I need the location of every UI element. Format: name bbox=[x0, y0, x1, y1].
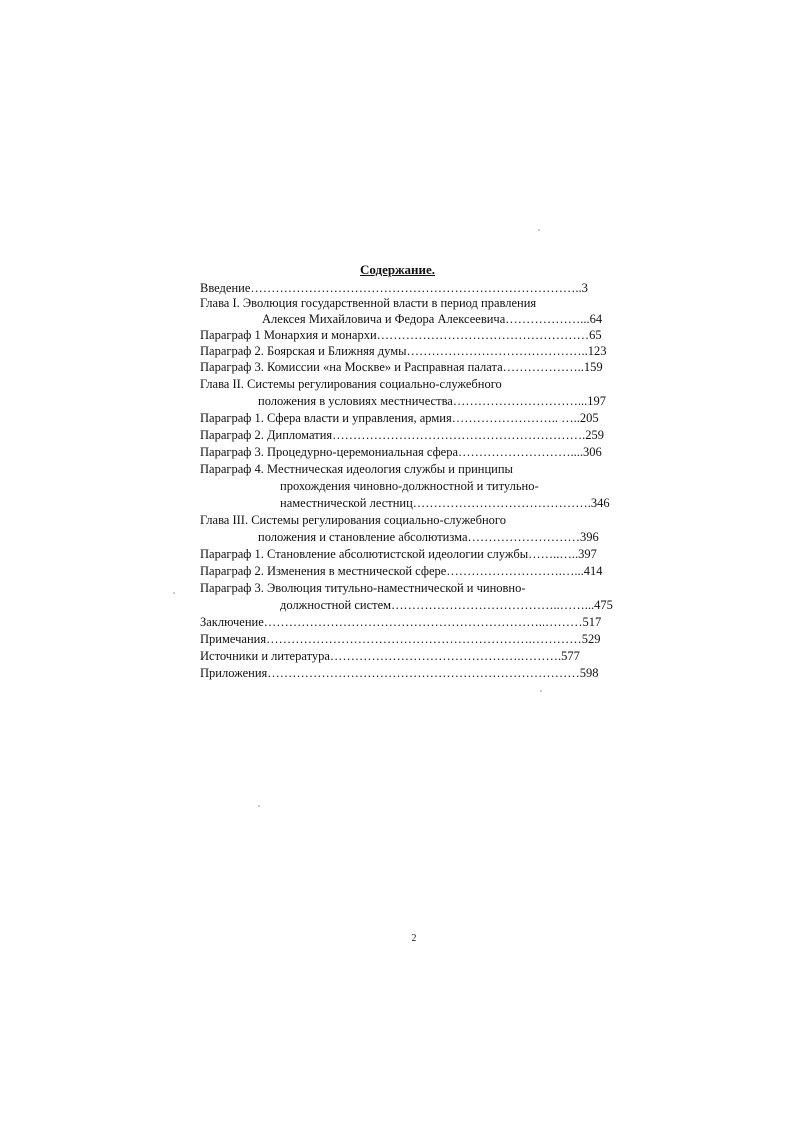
toc-entry-paragraph-2-4-cont-1: прохождения чиновно-должностной и титульно- bbox=[280, 479, 539, 493]
toc-entry-paragraph-2-4-cont-2: наместнической лестниц…………………………………….346 bbox=[280, 496, 610, 510]
toc-entry-paragraph-2-2: Параграф 2. Дипломатия…………………………………………………….259 bbox=[200, 428, 605, 442]
toc-entry-appendices: Приложения…………………………………………………………………598 bbox=[200, 666, 599, 680]
toc-entry-chapter-2-title: Глава II. Системы регулирования социально-служебного bbox=[200, 377, 502, 391]
toc-entry-chapter-1-title: Глава I. Эволюция государственной власти в период правления bbox=[200, 296, 537, 310]
toc-entry-paragraph-3-1: Параграф 1. Становление абсолютистской идеологии службы……..…..397 bbox=[200, 547, 597, 561]
toc-entry-introduction: Введение……………………………………………………………………..3 bbox=[200, 281, 588, 295]
toc-entry-paragraph-3-3: Параграф 3. Эволюция титульно-наместнической и чиновно- bbox=[200, 581, 526, 595]
toc-entry-paragraph-2-3: Параграф 3. Процедурно-церемониальная сфера………………………....306 bbox=[200, 445, 602, 459]
toc-entry-paragraph-3-3-cont: должностной систем…………………………………..……...475 bbox=[280, 598, 613, 612]
toc-entry-paragraph-1-1: Параграф 1 Монархия и монархи……………………………………………65 bbox=[200, 328, 602, 342]
scan-speck bbox=[173, 592, 175, 594]
toc-entry-conclusion: Заключение…………………………………………………………..………517 bbox=[200, 615, 602, 629]
toc-entry-paragraph-3-2: Параграф 2. Изменения в местнической сфере……………………….…...414 bbox=[200, 564, 603, 578]
scan-speck bbox=[258, 805, 260, 807]
scan-speck bbox=[538, 229, 540, 231]
toc-entry-paragraph-1-3: Параграф 3. Комиссии «на Москве» и Расправная палата………………..159 bbox=[200, 360, 603, 374]
toc-entry-chapter-3-title-cont: положения и становление абсолютизма………………………396 bbox=[258, 530, 599, 544]
toc-entry-notes: Примечания……………………………………………………….…………529 bbox=[200, 632, 601, 646]
toc-entry-chapter-2-title-cont: положения в условиях местничества…………………………...197 bbox=[258, 394, 606, 408]
toc-entry-paragraph-2-1: Параграф 1. Сфера власти и управления, армия…………………….. …..205 bbox=[200, 411, 599, 425]
toc-entry-chapter-1-title-cont: Алексея Михайловича и Федора Алексеевича………………...64 bbox=[262, 312, 603, 326]
toc-title: Содержание. bbox=[359, 262, 436, 277]
toc-entry-sources: Источники и литература……………………………………….……….577 bbox=[200, 649, 580, 663]
page-number: 2 bbox=[411, 933, 417, 944]
scan-speck bbox=[540, 690, 542, 692]
toc-entry-paragraph-2-4: Параграф 4. Местническая идеология службы и принципы bbox=[200, 462, 513, 476]
toc-entry-chapter-3-title: Глава III. Системы регулирования социально-служебного bbox=[200, 513, 506, 527]
toc-entry-paragraph-1-2: Параграф 2. Боярская и Ближняя думы……………………………………..123 bbox=[200, 344, 607, 358]
